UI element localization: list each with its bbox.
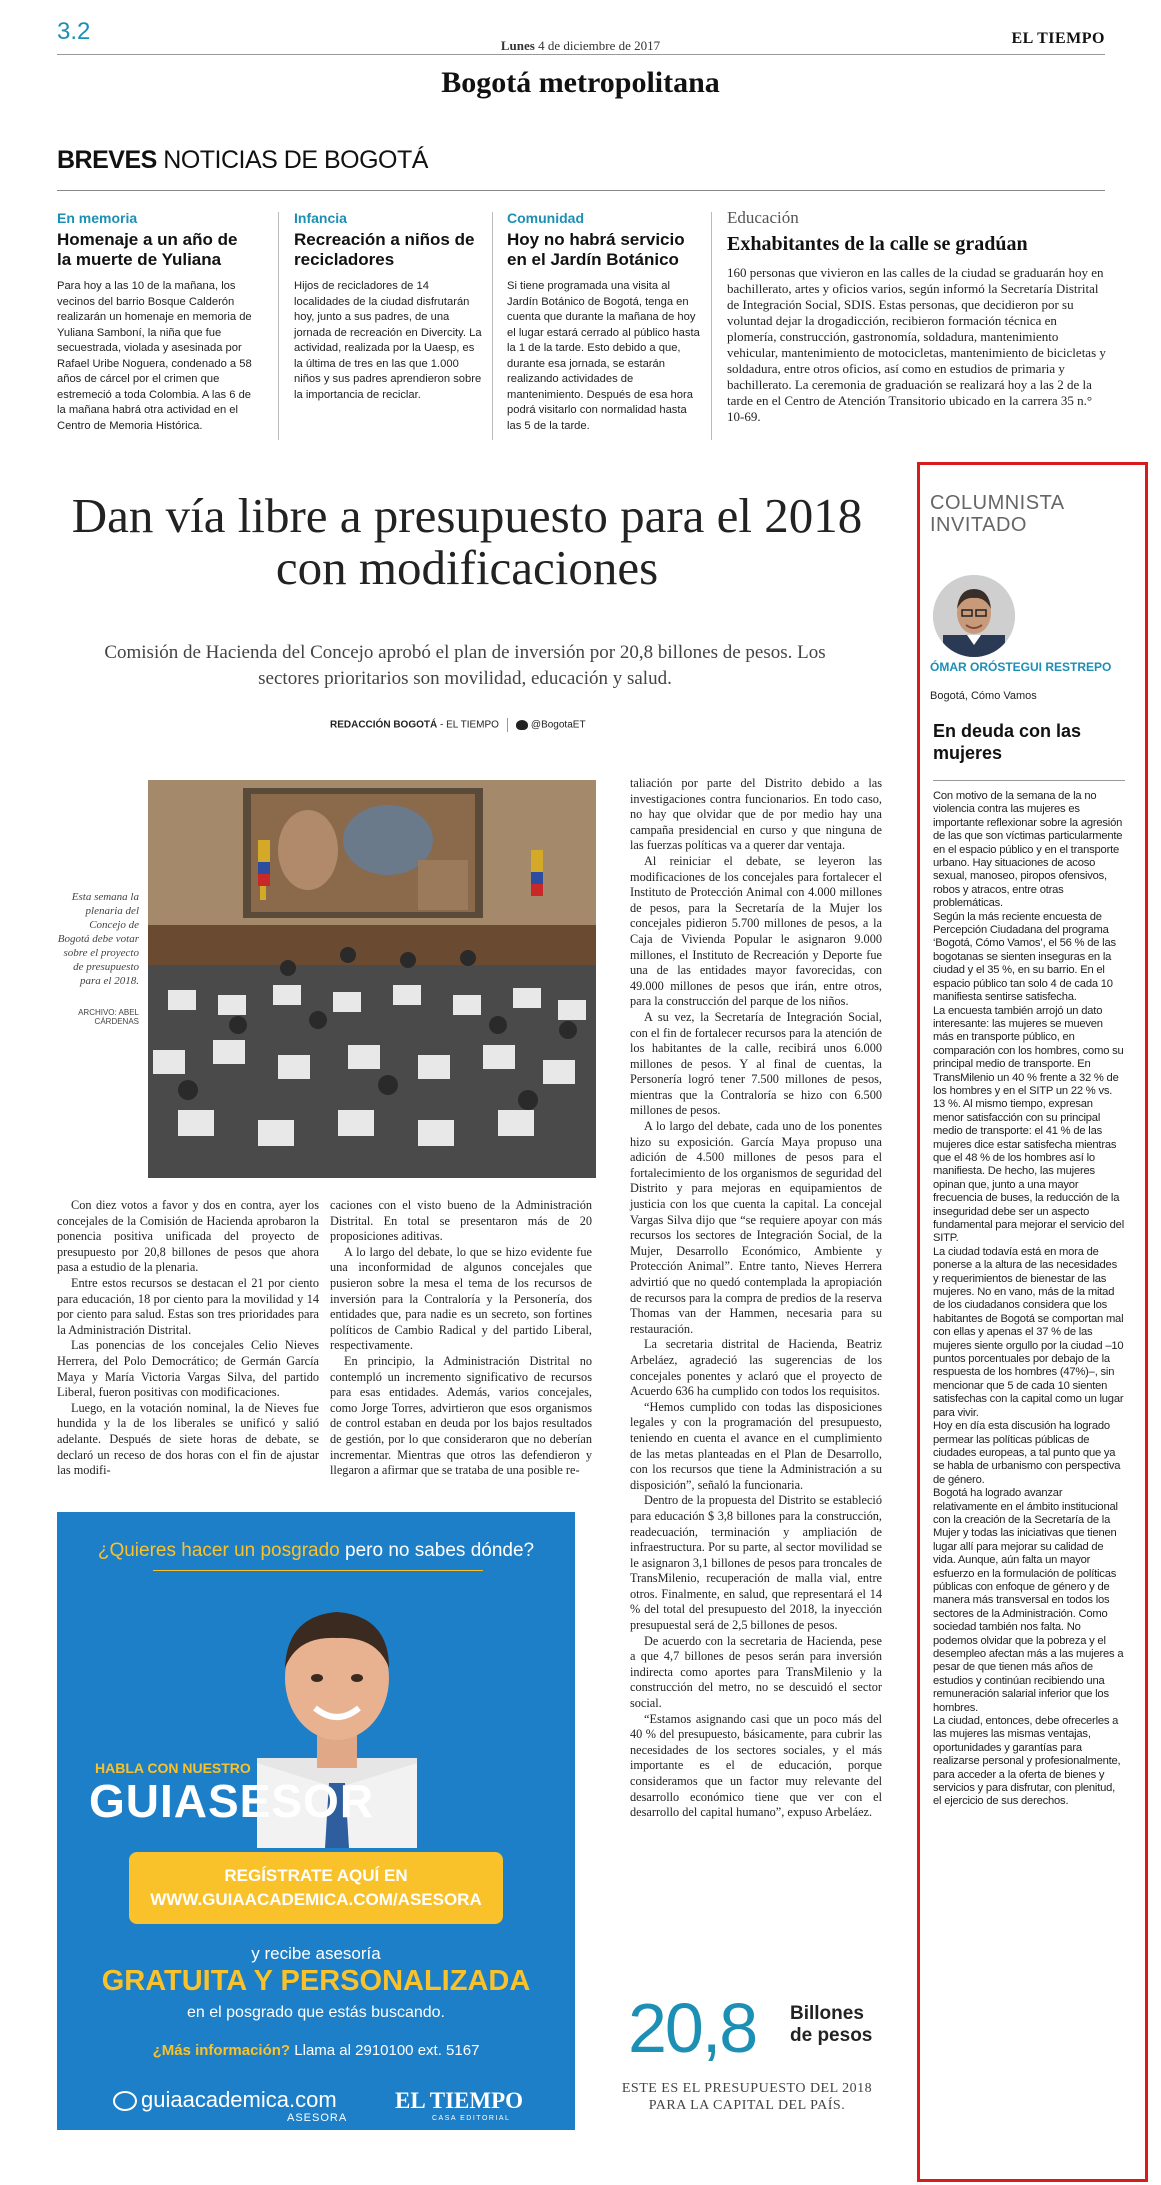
- twitter-handle[interactable]: @BogotaET: [530, 719, 586, 731]
- article-column-2: [330, 1198, 592, 1479]
- breves-title: [57, 146, 428, 175]
- article-paragraph: En principio, la Administración Distrital no contempló un incremento significativo de recursos para esas entidades. Además, varios concejales, como Jorge Torres, advirtieron que esos organismos de control estaban en deuda por los bajos resultados de gestión, por lo que consideraron que no deberían incrementar. Mientras que otros las defendieron y llegaron a afirmar que se trataba de una posible re-: [330, 1353, 592, 1478]
- eltiempo-logo: EL TIEMPO: [395, 2088, 524, 2113]
- ad-divider: [153, 1570, 483, 1571]
- article-paragraph: caciones con el visto bueno de la Administración Distrital. En total se presentaron más de 20 proposiciones aditivas.: [330, 1198, 592, 1244]
- opinion-paragraph: La ciudad, entonces, debe ofrecerles a las mujeres las mismas ventajas, oportunidades y garantías para realizarse personal y profesionalmente, para acceder a la oferta de bienes y servicios y para disfrutar, con plenitud, el ejercicio de sus derechos.: [933, 1715, 1121, 1808]
- council-chamber-photo: [148, 780, 596, 1178]
- ad-question-rest: pero no sabes dónde?: [345, 1540, 535, 1561]
- ad-info-question: ¿Más información?: [152, 2042, 291, 2059]
- photo-credit: ARCHIVO: ABEL CÁRDENAS: [78, 1008, 139, 1026]
- eltiempo-logo-sub: CASA EDITORIAL: [432, 2115, 511, 2122]
- brief-body: Si tiene programada una visita al Jardín Botánico de Bogotá, tenga en cuenta que durante la mañana de hoy el lugar estará cerrado al público hasta la 1 de la tarde. Esto debido a que, durante esa jornada, se estarán realizando actividades de mantenimiento. Después de esa hora podrá visitarlo con normalidad hasta las 5 de la tarde.: [507, 280, 700, 432]
- guiaacademica-logo: [113, 2087, 337, 2113]
- brief-headline: Exhabitantes de la calle se gradúan: [727, 233, 1028, 255]
- ad-register-url: WWW.GUIAACADEMICA.COM/ASESORA: [150, 1890, 482, 1909]
- brief-category: Infancia: [294, 210, 347, 226]
- brief-separator: [711, 212, 712, 440]
- header-divider: [57, 54, 1105, 55]
- breves-divider: [57, 190, 1105, 191]
- breves-title-bold: BREVES: [57, 146, 157, 174]
- ad-info-phone: Llama al 2910100 ext. 5167: [294, 2042, 480, 2059]
- byline-author: REDACCIÓN BOGOTÁ: [330, 719, 438, 731]
- ad-gratis: GRATUITA Y PERSONALIZADA: [101, 1965, 531, 1997]
- brief-headline: Hoy no habrá servicio en el Jardín Botánico: [507, 230, 685, 269]
- stat-number: 20,8: [628, 1989, 757, 2067]
- byline-divider: [507, 718, 508, 732]
- photo-caption: Esta semana la plenaria del Concejo de Bogotá debe votar sobre el proyecto de presupuesto para el 2018.: [57, 891, 139, 987]
- brief-headline: Homenaje a un año de la muerte de Yuliana: [57, 230, 238, 269]
- brief-body: Hijos de recicladores de 14 localidades de la ciudad disfrutarán hoy, junto a sus padres, de una jornada de recreación en Divercity. La actividad, realizada por la Uaesp, es la última de tres en las que 1.000 niños y sus padres aprendieron sobre la importancia de reciclar.: [294, 280, 482, 401]
- brief-infancia: [294, 210, 482, 403]
- article-paragraph: “Hemos cumplido con todas las disposiciones legales y con la programación del presupuesto, teniendo en cuenta el avance en el cumplimiento de las metas planteadas en el Plan de Desarrollo, con los recursos que tiene la Administración a su disposición”, señaló la funcionaria.: [630, 1399, 882, 1492]
- opinion-paragraph: Bogotá ha logrado avanzar relativamente en el ámbito institucional con la creación de la Secretaría de la Mujer y todas las iniciativas que tienen lugar allí para mejorar su calidad de vida. Aunque, aún falta un mayor esfuerzo en la formulación de políticas públicas con enfoque de género y de manera más transversal en todos los sectores de la Administración. Como sociedad también nos falta. No podemos olvidar que la pobreza y el desempleo afectan más a las mujeres a pesar de que tienen más años de estudios y continúan recibiendo una remuneración salarial inferior que los hombres.: [933, 1487, 1124, 1714]
- opinion-paragraph: La encuesta también arrojó un dato interesante: las mujeres se mueven más en transporte público, en comparación con los hombres, como su principal medio de transporte. En TransMilenio un 40 % frente a 32 % de los hombres y en el SITP un 22 % vs. 13 %. Al mismo tiempo, expresan menor satisfacción con su principal medio de transporte: el 41 % de las mujeres dice estar satisfecha mientras que el 48 % de los hombres así lo manifiesta. De hecho, las mujeres opinan que, junto a una mayor frecuencia de buses, la reducción de la inseguridad debe ser un aspecto fundamental para mejorar el servicio del SITP.: [933, 1004, 1124, 1245]
- article-paragraph: La secretaria distrital de Hacienda, Beatriz Arbeláez, agradeció las sugerencias de los concejales ponentes y aclaró que el proyecto de Acuerdo 636 ha cumplido con todos los requisitos.: [630, 1337, 882, 1399]
- columnist-portrait: [933, 575, 1015, 657]
- advertisement-guiasesor[interactable]: [57, 1512, 575, 2130]
- brief-category: Comunidad: [507, 210, 584, 226]
- article-paragraph: “Estamos asignando casi que un poco más del 40 % del presupuesto, básicamente, para cubrir las necesidades de los sectores sociales, y el más importante es el de educación, porque consideramos que un factor muy relevante del desarrollo económico tiene que ver con el desarrollo del capital humano”, expuso Arbeláez.: [630, 1711, 882, 1820]
- article-paragraph: Las ponencias de los concejales Celio Nieves Herrera, del Polo Democrático; de Germán García Maya y María Victoria Vargas Silva, del partido Liberal, fueron positivas con modificaciones.: [57, 1338, 319, 1400]
- ad-question-highlight: ¿Quieres hacer un posgrado: [97, 1540, 340, 1561]
- brief-memoria: [57, 210, 255, 434]
- breves-title-rest: NOTICIAS DE BOGOTÁ: [163, 146, 428, 174]
- ad-register-line1: REGÍSTRATE AQUÍ EN: [224, 1866, 408, 1885]
- brief-educacion: [727, 208, 1107, 425]
- opinion-label: COLUMNISTA INVITADO: [930, 492, 1064, 536]
- guiaacademica-logo-sub: ASESORA: [287, 2112, 348, 2124]
- article-headline: Dan vía libre a presupuesto para el 2018 con modificaciones: [71, 488, 863, 595]
- stat-unit: Billones de pesos: [790, 2003, 873, 2046]
- guiaacademica-icon: [113, 2091, 137, 2111]
- article-paragraph: Al reiniciar el debate, se leyeron las modificaciones de los concejales para fortalecer el Instituto de Protección Animal con 4.000 millones de pesos, para la Secretaría de la Mujer los concejales pidieron 5.700 millones de pesos, a la Caja de Vivienda Popular le asignaron 9.000 millones, el Instituto de Recreación y Deporte fue una de las entidades mayor favorecidas, con 49.000 millones de pesos que irán, entre otros, para la construcción del parque de los niños.: [630, 853, 882, 1009]
- guiaacademica-logo-text: guiaacademica.com: [141, 2087, 337, 2112]
- stat-caption: ESTE ES EL PRESUPUESTO DEL 2018 PARA LA CAPITAL DEL PAÍS.: [621, 2081, 873, 2113]
- twitter-icon: [516, 720, 528, 730]
- brief-separator: [492, 212, 493, 440]
- article-paragraph: A lo largo del debate, cada uno de los ponentes hizo su exposición. García Maya propuso una adición de 4.500 millones de pesos para el fortalecimiento de los organismos de seguridad del Distrito y para mejoras en equipamientos de justicia con los que cuenta la capital. La concejal Vargas Silva dijo que “se requiere apoyar con más recursos los sectores de Integración Social, de la Mujer, Desarrollo Económico, Ambiente y Protección Animal”. Entre tanto, Nieves Herrera advirtió que no quedó contemplada la apropiación de recursos para la compra de predios de la reserva Thomas van der Hammen, necesaria para su restauración.: [630, 1119, 882, 1336]
- section-title: Bogotá metropolitana: [441, 66, 720, 99]
- opinion-title: En deuda con las mujeres: [933, 721, 1082, 763]
- byline-outlet: - EL TIEMPO: [440, 719, 499, 731]
- opinion-paragraph: Hoy en día esta discusión ha logrado permear las políticas públicas de ciudades europeas, a tal punto que ya se habla de urbanismo con perspectiva de género.: [933, 1420, 1121, 1486]
- article-paragraph: Entre estos recursos se destacan el 21 por ciento para educación, 18 por ciento para la movilidad y 14 por ciento para salud. Estas son tres prioridades para la Administración Distrital.: [57, 1275, 319, 1337]
- ad-habla-label: HABLA CON NUESTRO: [95, 1760, 251, 1776]
- brief-separator: [278, 212, 279, 440]
- issue-date-rest: 4 de diciembre de 2017: [538, 38, 661, 53]
- ad-info: [57, 2042, 575, 2059]
- article-subhead: Comisión de Hacienda del Concejo aprobó el plan de inversión por 20,8 billones de pesos. Los sectores prioritarios son movilidad, educación y salud.: [104, 642, 826, 689]
- article-paragraph: Con diez votos a favor y dos en contra, ayer los concejales de la Comisión de Hacienda aprobaron la ponencia positiva unificada del proyecto de presupuesto por 20,8 billones de pesos que ahora pasa a estudio de la plenaria.: [57, 1198, 319, 1275]
- article-photo: [148, 780, 596, 1178]
- opinion-paragraph: Según la más reciente encuesta de Percepción Ciudadana del programa ‘Bogotá, Cómo Vamos’, el 56 % de las bogotanas se sienten inseguras en la ciudad y el 35 %, en su barrio. En el espacio público tan solo 4 de cada 10 manifiesta sentirse satisfecha.: [933, 910, 1116, 1004]
- article-paragraph: De acuerdo con la secretaria de Hacienda, pese a que 4,7 billones de pesos serán para inversión indirecta como aportes para TransMilenio y la construcción del metro, no se descuidó el sector social.: [630, 1633, 882, 1711]
- ad-register-button[interactable]: [129, 1852, 503, 1924]
- opinion-paragraph: La ciudad todavía está en mora de ponerse a la altura de las necesidades y requerimientos de bienestar de las mujeres. No en vano, más de la mitad de los ciudadanos considera que los habitantes de Bogotá se comportan mal con ellas y apenas el 37 % de las mujeres siente orgullo por la ciudad –10 puntos porcentuales por debajo de la respuesta de los hombres (47%)–, sin mencionar que 5 de cada 10 sienten satisfechas con la capital como un lugar para vivir.: [933, 1245, 1124, 1419]
- article-paragraph: Dentro de la propuesta del Distrito se estableció para educación $ 3,8 billones para la construcción, readecuación, terminación y ampliación de infraestructura. Por su parte, al sector movilidad se le asignaron 3,1 billones de pesos para troncales de TransMilenio, recuperación de malla vial, entre otros. Finalmente, en salud, que representará el 14 % del total del presupuesto del 2018, la inyección presupuestal será de 2,5 billones de pesos.: [630, 1493, 882, 1633]
- ad-brand: GUIASESOR: [89, 1775, 375, 1827]
- article-byline: [330, 718, 586, 732]
- issue-date: [0, 38, 1161, 54]
- brief-category: En memoria: [57, 210, 138, 226]
- article-paragraph: Luego, en la votación nominal, la de Nieves fue hundida y la de los liberales se unificó y salió adelante. Después de siete horas de debate, se declaró un receso de dos horas con el fin de ajustar las modifi-: [57, 1400, 319, 1478]
- brief-body: 160 personas que vivieron en las calles de la ciudad se graduarán hoy en bachillerato, artes y oficios varios, según informó la Secretaría Distrital de Integración Social, SDIS. Estas personas, que decidieron por su voluntad dejar la drogadicción, recibieron formación técnica en plomería, construcción, gastronomía, soldadura, mantenimiento vehicular, mantenimiento de motocicletas, mantenimiento de bicicletas y soldadura, entre otros oficios, así como en estudios de primaria y bachillerato. La ceremonia de graduación se realizará hoy a las 2 de la tarde en el Centro de Atención Transitorio ubicado en la carrera 35 n.° 10-69.: [727, 265, 1106, 424]
- columnist-avatar: [933, 575, 1015, 657]
- article-column-1: [57, 1198, 319, 1479]
- brief-headline: Recreación a niños de recicladores: [294, 230, 475, 269]
- opinion-divider: [933, 780, 1125, 781]
- brief-comunidad: [507, 210, 700, 434]
- brief-category: Educación: [727, 208, 799, 227]
- brand-name: EL TIEMPO: [1011, 30, 1105, 47]
- columnist-name: ÓMAR ORÓSTEGUI RESTREPO: [930, 660, 1112, 674]
- ad-question: [57, 1540, 575, 1562]
- article-paragraph: taliación por parte del Distrito debido a las investigaciones contra funcionarios. En todo caso, no hay que olvidar que de por medio hay una campaña presidencial en curso y que ninguna de las fuerzas políticas va a querer dar ventaja.: [630, 776, 882, 853]
- ad-recibe: y recibe asesoría: [251, 1944, 381, 1963]
- page-number: 3.2: [57, 18, 91, 45]
- opinion-paragraph: Con motivo de la semana de la no violencia contra las mujeres es importante reflexionar sobre la agresión de las que son víctimas particularmente en el espacio público y en el transporte urbano. Hay situaciones de acoso sexual, manoseo, piropos ofensivos, robos y atracos, entre otras problemáticas.: [933, 790, 1123, 910]
- article-column-3: [630, 776, 882, 1821]
- ad-posgrado: en el posgrado que estás buscando.: [187, 2004, 445, 2021]
- article-paragraph: A su vez, la Secretaría de Integración Social, con el fin de fortalecer recursos para la atención de los habitantes de la calle, recibirá unos 6.000 millones de pesos. Y al final de cuentas, la Personería logró tener 7.500 millones de pesos, mientras que la Contraloría se hizo con 6.500 millones de pesos.: [630, 1009, 882, 1118]
- columnist-role: Bogotá, Cómo Vamos: [930, 690, 1037, 702]
- brief-body: Para hoy a las 10 de la mañana, los vecinos del barrio Bosque Calderón realizarán un homenaje en memoria de Yuliana Samboní, la niña que fue secuestrada, violada y asesinada por Rafael Uribe Noguera, condenado a 58 años de cárcel por el crimen que estremeció a toda Colombia. A las 6 de la mañana habrá otra actividad en el Centro de Memoria Histórica.: [57, 280, 252, 432]
- issue-date-day: Lunes: [500, 38, 535, 53]
- opinion-body: [933, 790, 1125, 1809]
- article-paragraph: A lo largo del debate, lo que se hizo evidente fue una inconformidad de algunos concejales que pusieron sobre la mesa el tema de los recursos de inversión para la Contraloría y la Personería, dos entidades que, para nadie es un secreto, son fortines políticos de Cambio Radical y del partido Liberal, respectivamente.: [330, 1244, 592, 1353]
